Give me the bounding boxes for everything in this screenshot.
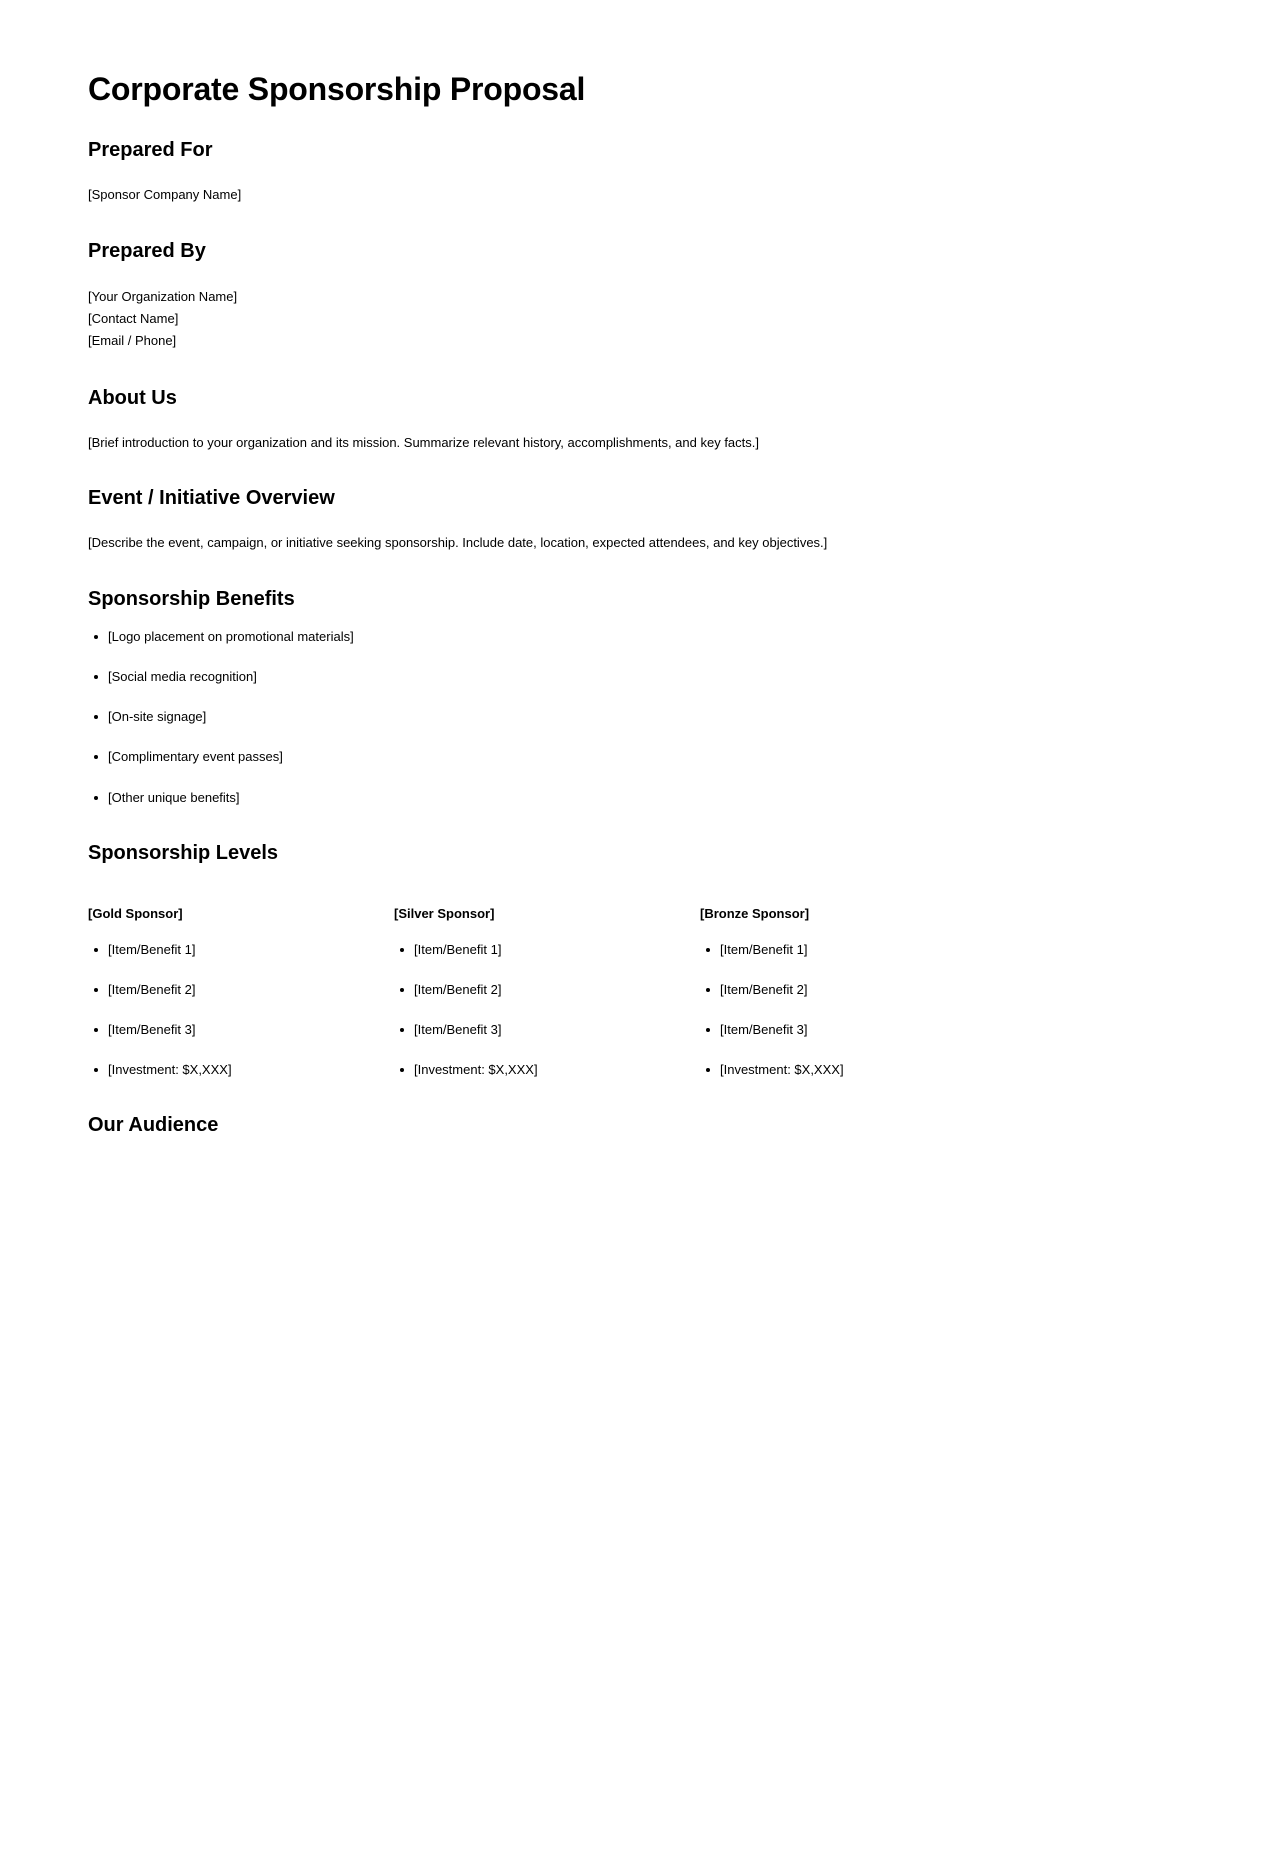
sponsorship-levels-grid — [88, 906, 1175, 1080]
sponsorship-level-items — [394, 941, 700, 1080]
list-item: [Item/Benefit 2] — [88, 981, 394, 999]
list-item: [Item/Benefit 3] — [700, 1021, 1006, 1039]
sponsorship-level-bronze — [700, 906, 1006, 1080]
sponsorship-level-gold — [88, 906, 394, 1080]
list-item: [Item/Benefit 3] — [88, 1021, 394, 1039]
list-item: [Item/Benefit 1] — [88, 941, 394, 959]
list-item: [Item/Benefit 2] — [700, 981, 1006, 999]
section-heading-about-us: About Us — [88, 386, 177, 409]
list-item: [Item/Benefit 1] — [394, 941, 700, 959]
section-heading-sponsorship-benefits: Sponsorship Benefits — [88, 587, 295, 610]
sponsorship-level-title: [Silver Sponsor] — [394, 905, 495, 921]
sponsorship-level-silver — [394, 906, 700, 1080]
sponsorship-level-items — [700, 941, 1006, 1080]
list-item: [Logo placement on promotional materials] — [88, 628, 1175, 646]
list-item: [Investment: $X,XXX] — [394, 1061, 700, 1079]
prepared-by-organization: [Your Organization Name] — [88, 288, 238, 304]
list-item: [Investment: $X,XXX] — [700, 1061, 1006, 1079]
prepared-by-lines — [88, 286, 1175, 352]
sponsorship-level-items — [88, 941, 394, 1080]
prepared-by-contact: [Contact Name] — [88, 310, 179, 326]
list-item: [Other unique benefits] — [88, 789, 1175, 807]
section-heading-prepared-by: Prepared By — [88, 239, 206, 262]
list-item: [Item/Benefit 3] — [394, 1021, 700, 1039]
section-heading-sponsorship-levels: Sponsorship Levels — [88, 841, 279, 864]
section-heading-our-audience: Our Audience — [88, 1114, 219, 1137]
page-title: Corporate Sponsorship Proposal — [88, 71, 586, 107]
list-item: [Investment: $X,XXX] — [88, 1061, 394, 1079]
sponsorship-benefits-list — [88, 628, 1175, 807]
prepared-for-value: [Sponsor Company Name] — [88, 187, 242, 203]
about-us-body: [Brief introduction to your organization and its mission. Summarize relevant history, accomplishments, and key facts.] — [88, 434, 759, 450]
sponsorship-level-title: [Gold Sponsor] — [88, 905, 183, 921]
sponsorship-level-title: [Bronze Sponsor] — [700, 905, 810, 921]
prepared-by-email-phone: [Email / Phone] — [88, 332, 177, 348]
list-item: [Complimentary event passes] — [88, 748, 1175, 766]
list-item: [On-site signage] — [88, 708, 1175, 726]
section-heading-prepared-for: Prepared For — [88, 139, 213, 162]
list-item: [Item/Benefit 2] — [394, 981, 700, 999]
section-heading-event-overview: Event / Initiative Overview — [88, 487, 335, 510]
event-overview-body: [Describe the event, campaign, or initiative seeking sponsorship. Include date, location, expected attendees, and key objectives.] — [88, 535, 828, 551]
list-item: [Item/Benefit 1] — [700, 941, 1006, 959]
list-item: [Social media recognition] — [88, 668, 1175, 686]
